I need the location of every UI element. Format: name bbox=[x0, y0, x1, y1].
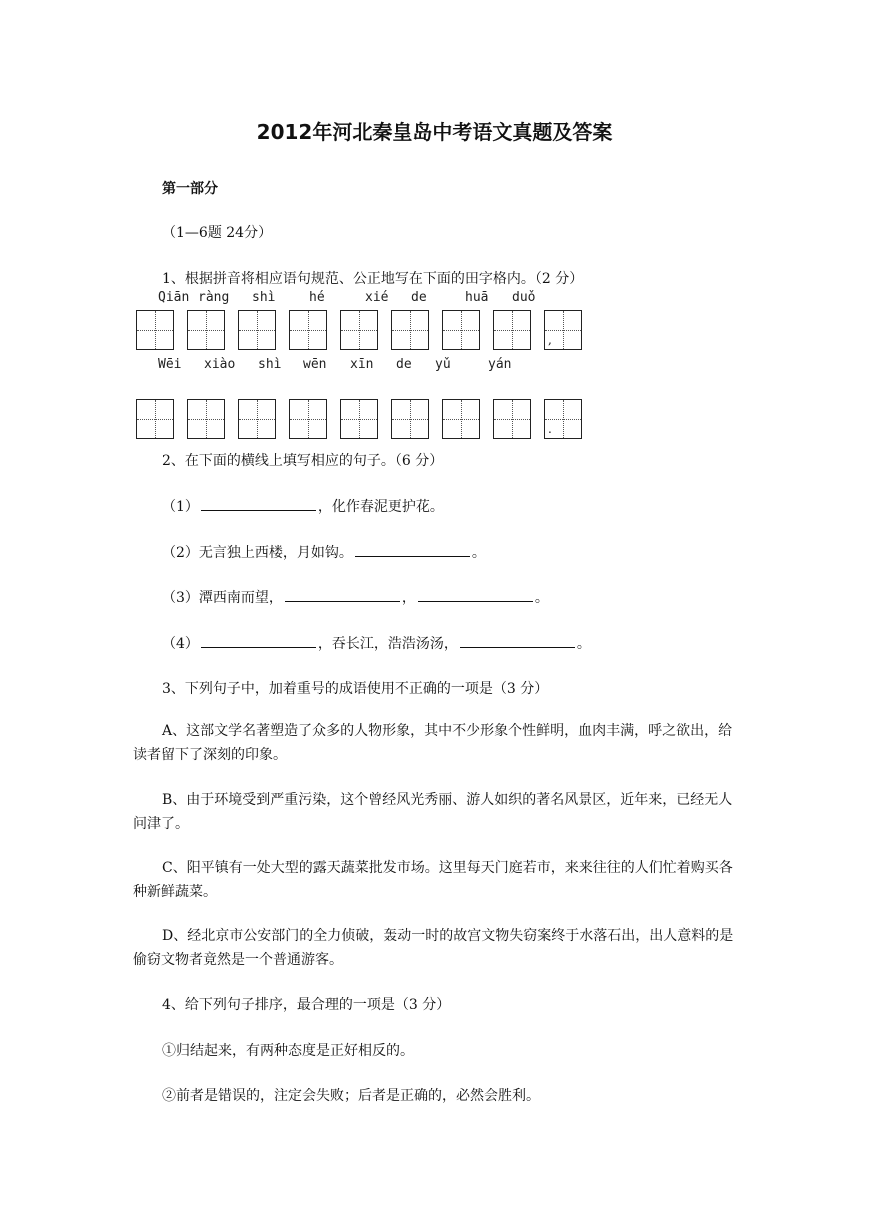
line-text: （1） bbox=[162, 499, 199, 515]
line-text: 。 bbox=[534, 590, 549, 606]
tianzige-cell[interactable] bbox=[442, 310, 480, 350]
part-note: （1—6题 24分） bbox=[162, 225, 273, 241]
answer-blank[interactable] bbox=[201, 633, 316, 648]
line-text: （4） bbox=[162, 636, 199, 652]
line-text: ，吞长江，浩浩汤汤， bbox=[317, 636, 458, 652]
pinyin: yǔ bbox=[435, 357, 451, 372]
tianzige-cell[interactable] bbox=[187, 310, 225, 350]
pinyin: duǒ bbox=[512, 290, 536, 305]
line-text: 。 bbox=[576, 636, 591, 652]
part-heading: 第一部分 bbox=[162, 181, 218, 197]
tianzige-cell[interactable] bbox=[340, 310, 378, 350]
line-text: 。 bbox=[471, 545, 486, 561]
fill-line-4 bbox=[162, 633, 591, 653]
punctuation-mark: , bbox=[548, 333, 552, 347]
answer-blank[interactable] bbox=[355, 542, 470, 557]
pinyin: yán bbox=[488, 357, 512, 372]
pinyin: Wēi bbox=[158, 357, 182, 372]
pinyin: xīn bbox=[350, 357, 374, 372]
fill-line-2 bbox=[162, 542, 486, 562]
tianzige-cell[interactable] bbox=[493, 310, 531, 350]
line-text: （2）无言独上西楼，月如钩。 bbox=[162, 545, 353, 561]
pinyin: huā bbox=[465, 290, 489, 305]
tianzige-cell[interactable] bbox=[238, 310, 276, 350]
document-title: 2012年河北秦皇岛中考语文真题及答案 bbox=[256, 120, 613, 144]
pinyin: Qiān bbox=[158, 290, 190, 305]
answer-blank[interactable] bbox=[418, 587, 533, 602]
line-text: ， bbox=[401, 590, 416, 606]
punctuation-mark: . bbox=[548, 422, 552, 436]
tianzige-cell[interactable] bbox=[391, 310, 429, 350]
pinyin: ràng bbox=[198, 290, 230, 305]
pinyin: xiào bbox=[204, 357, 236, 372]
tianzige-cell[interactable] bbox=[391, 399, 429, 439]
pinyin: xié bbox=[365, 290, 389, 305]
question-4: 4、给下列句子排序，最合理的一项是（3 分） bbox=[162, 997, 451, 1013]
fill-line-3 bbox=[162, 587, 549, 607]
answer-blank[interactable] bbox=[201, 496, 316, 511]
sentence-1: ①归结起来，有两种态度是正好相反的。 bbox=[162, 1043, 414, 1059]
fill-line-1 bbox=[162, 496, 444, 516]
pinyin: shì bbox=[252, 290, 276, 305]
line-text: （3）潭西南而望， bbox=[162, 590, 283, 606]
option-a: A、这部文学名著塑造了众多的人物形象，其中不少形象个性鲜明，血肉丰满，呼之欲出，给读者留下了深刻的印象。 bbox=[133, 723, 733, 763]
pinyin: de bbox=[411, 290, 427, 305]
pinyin: de bbox=[396, 357, 412, 372]
sentence-2: ②前者是错误的，注定会失败；后者是正确的，必然会胜利。 bbox=[162, 1088, 540, 1104]
tianzige-row-2 bbox=[136, 399, 582, 439]
question-3: 3、下列句子中，加着重号的成语使用不正确的一项是（3 分） bbox=[162, 681, 549, 697]
pinyin: wēn bbox=[303, 357, 327, 372]
question-2: 2、在下面的横线上填写相应的句子。（6 分） bbox=[162, 453, 444, 469]
question-1: 1、根据拼音将相应语句规范、公正地写在下面的田字格内。（2 分） bbox=[162, 271, 584, 287]
tianzige-cell[interactable] bbox=[238, 399, 276, 439]
line-text: ，化作春泥更护花。 bbox=[317, 499, 444, 515]
tianzige-cell[interactable] bbox=[493, 399, 531, 439]
answer-blank[interactable] bbox=[285, 587, 400, 602]
pinyin: shì bbox=[258, 357, 282, 372]
tianzige-cell[interactable] bbox=[289, 399, 327, 439]
answer-blank[interactable] bbox=[460, 633, 575, 648]
option-d: D、经北京市公安部门的全力侦破，轰动一时的故宫文物失窃案终于水落石出，出人意料的是偷窃文物者竟然是一个普通游客。 bbox=[133, 928, 734, 968]
tianzige-cell[interactable] bbox=[340, 399, 378, 439]
tianzige-cell[interactable] bbox=[544, 399, 582, 439]
tianzige-row-1 bbox=[136, 310, 582, 350]
tianzige-cell[interactable] bbox=[442, 399, 480, 439]
tianzige-cell[interactable] bbox=[136, 310, 174, 350]
tianzige-cell[interactable] bbox=[187, 399, 225, 439]
tianzige-cell[interactable] bbox=[136, 399, 174, 439]
option-c: C、阳平镇有一处大型的露天蔬菜批发市场。这里每天门庭若市，来来往往的人们忙着购买各种新鲜蔬菜。 bbox=[133, 860, 733, 900]
tianzige-cell[interactable] bbox=[544, 310, 582, 350]
option-b: B、由于环境受到严重污染，这个曾经风光秀丽、游人如织的著名风景区，近年来，已经无人问津了。 bbox=[133, 792, 733, 832]
tianzige-cell[interactable] bbox=[289, 310, 327, 350]
pinyin: hé bbox=[309, 290, 325, 305]
